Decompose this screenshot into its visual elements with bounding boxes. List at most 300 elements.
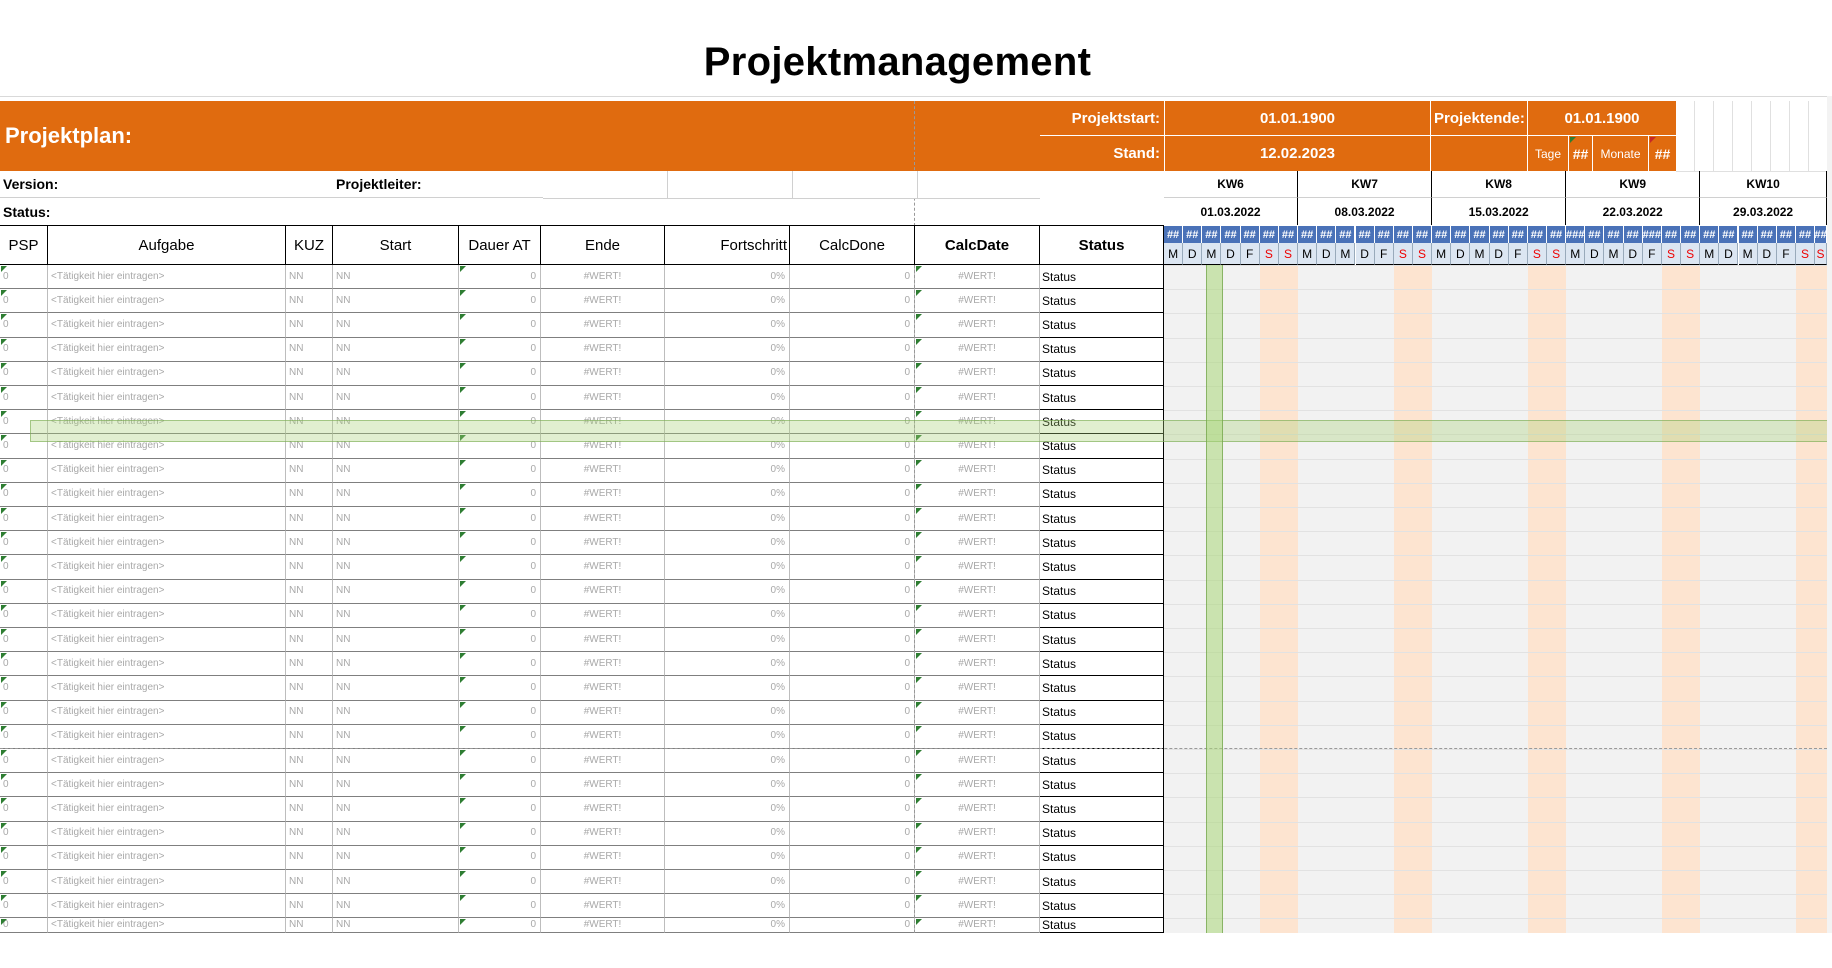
cell-status[interactable]: Status [1040, 870, 1164, 894]
cell-aufgabe[interactable]: <Tätigkeit hier eintragen> [48, 580, 286, 604]
cell-kuz[interactable]: NN [286, 555, 333, 579]
cell-fortschritt[interactable]: 0% [665, 894, 790, 918]
cell-aufgabe[interactable]: <Tätigkeit hier eintragen> [48, 628, 286, 652]
cell-start[interactable]: NN [333, 483, 459, 507]
cell-psp[interactable]: 0 [0, 749, 48, 773]
cell-calcdate[interactable]: #WERT! [915, 797, 1040, 821]
cell-calcdone[interactable]: 0 [790, 459, 915, 483]
cell-aufgabe[interactable]: <Tätigkeit hier eintragen> [48, 265, 286, 289]
cell-psp[interactable]: 0 [0, 870, 48, 894]
cell-start[interactable]: NN [333, 628, 459, 652]
col-psp[interactable]: PSP [0, 226, 48, 265]
cell-calcdate[interactable]: #WERT! [915, 289, 1040, 313]
cell-start[interactable]: NN [333, 459, 459, 483]
cell-fortschritt[interactable]: 0% [665, 870, 790, 894]
cell-dauer[interactable]: 0 [459, 313, 541, 337]
cell-status[interactable]: Status [1040, 894, 1164, 918]
cell-dauer[interactable]: 0 [459, 918, 541, 933]
cell-aufgabe[interactable]: <Tätigkeit hier eintragen> [48, 604, 286, 628]
cell-ende[interactable]: #WERT! [541, 459, 665, 483]
table-row[interactable] [0, 265, 1164, 289]
cell-calcdone[interactable]: 0 [790, 410, 915, 434]
cell-status[interactable]: Status [1040, 459, 1164, 483]
table-row[interactable] [0, 604, 1164, 628]
cell-ende[interactable]: #WERT! [541, 338, 665, 362]
cell-ende[interactable]: #WERT! [541, 918, 665, 933]
cell-fortschritt[interactable]: 0% [665, 604, 790, 628]
cell-fortschritt[interactable]: 0% [665, 386, 790, 410]
table-row[interactable] [0, 313, 1164, 337]
cell-fortschritt[interactable]: 0% [665, 483, 790, 507]
cell-psp[interactable]: 0 [0, 773, 48, 797]
cell-calcdate[interactable]: #WERT! [915, 265, 1040, 289]
cell-aufgabe[interactable]: <Tätigkeit hier eintragen> [48, 652, 286, 676]
cell-fortschritt[interactable]: 0% [665, 580, 790, 604]
cell-ende[interactable]: #WERT! [541, 797, 665, 821]
cell-psp[interactable]: 0 [0, 289, 48, 313]
cell-calcdone[interactable]: 0 [790, 531, 915, 555]
projektende-value[interactable]: 01.01.1900 [1528, 101, 1676, 136]
cell-kuz[interactable]: NN [286, 580, 333, 604]
cell-ende[interactable]: #WERT! [541, 483, 665, 507]
cell-calcdate[interactable]: #WERT! [915, 725, 1040, 749]
cell-calcdone[interactable]: 0 [790, 628, 915, 652]
cell-calcdone[interactable]: 0 [790, 362, 915, 386]
cell-dauer[interactable]: 0 [459, 483, 541, 507]
cell-status[interactable]: Status [1040, 822, 1164, 846]
cell-status[interactable]: Status [1040, 628, 1164, 652]
cell-calcdone[interactable]: 0 [790, 773, 915, 797]
cell-psp[interactable]: 0 [0, 797, 48, 821]
cell-kuz[interactable]: NN [286, 434, 333, 458]
cell-dauer[interactable]: 0 [459, 725, 541, 749]
cell-psp[interactable]: 0 [0, 555, 48, 579]
cell-psp[interactable]: 0 [0, 483, 48, 507]
cell-calcdate[interactable]: #WERT! [915, 410, 1040, 434]
cell-dauer[interactable]: 0 [459, 434, 541, 458]
cell-ende[interactable]: #WERT! [541, 749, 665, 773]
cell-calcdate[interactable]: #WERT! [915, 313, 1040, 337]
cell-calcdate[interactable]: #WERT! [915, 894, 1040, 918]
cell-calcdone[interactable]: 0 [790, 338, 915, 362]
cell-aufgabe[interactable]: <Tätigkeit hier eintragen> [48, 822, 286, 846]
cell-fortschritt[interactable]: 0% [665, 313, 790, 337]
cell-kuz[interactable]: NN [286, 628, 333, 652]
cell-dauer[interactable]: 0 [459, 628, 541, 652]
cell-calcdate[interactable]: #WERT! [915, 604, 1040, 628]
table-row[interactable] [0, 459, 1164, 483]
cell-kuz[interactable]: NN [286, 894, 333, 918]
cell-calcdone[interactable]: 0 [790, 386, 915, 410]
cell-aufgabe[interactable]: <Tätigkeit hier eintragen> [48, 701, 286, 725]
cell-dauer[interactable]: 0 [459, 386, 541, 410]
cell-calcdone[interactable]: 0 [790, 725, 915, 749]
cell-fortschritt[interactable]: 0% [665, 531, 790, 555]
cell-calcdate[interactable]: #WERT! [915, 507, 1040, 531]
cell-ende[interactable]: #WERT! [541, 386, 665, 410]
cell-start[interactable]: NN [333, 870, 459, 894]
cell-calcdone[interactable]: 0 [790, 676, 915, 700]
cell-calcdone[interactable]: 0 [790, 797, 915, 821]
cell-aufgabe[interactable]: <Tätigkeit hier eintragen> [48, 459, 286, 483]
cell-start[interactable]: NN [333, 918, 459, 933]
table-row[interactable] [0, 580, 1164, 604]
cell-ende[interactable]: #WERT! [541, 604, 665, 628]
cell-kuz[interactable]: NN [286, 265, 333, 289]
table-row[interactable] [0, 701, 1164, 725]
cell-status[interactable]: Status [1040, 289, 1164, 313]
col-ende[interactable]: Ende [541, 226, 665, 265]
cell-kuz[interactable]: NN [286, 676, 333, 700]
cell-kuz[interactable]: NN [286, 338, 333, 362]
cell-kuz[interactable]: NN [286, 870, 333, 894]
table-row[interactable] [0, 386, 1164, 410]
cell-status[interactable]: Status [1040, 555, 1164, 579]
table-row[interactable] [0, 894, 1164, 918]
col-calcdone[interactable]: CalcDone [790, 226, 915, 265]
cell-dauer[interactable]: 0 [459, 604, 541, 628]
cell-status[interactable]: Status [1040, 846, 1164, 870]
table-row[interactable] [0, 870, 1164, 894]
cell-psp[interactable]: 0 [0, 701, 48, 725]
table-row[interactable] [0, 483, 1164, 507]
cell-ende[interactable]: #WERT! [541, 362, 665, 386]
cell-calcdate[interactable]: #WERT! [915, 555, 1040, 579]
cell-calcdone[interactable]: 0 [790, 918, 915, 933]
cell-ende[interactable]: #WERT! [541, 434, 665, 458]
cell-dauer[interactable]: 0 [459, 797, 541, 821]
cell-aufgabe[interactable]: <Tätigkeit hier eintragen> [48, 338, 286, 362]
cell-start[interactable]: NN [333, 773, 459, 797]
cell-calcdone[interactable]: 0 [790, 313, 915, 337]
cell-fortschritt[interactable]: 0% [665, 725, 790, 749]
cell-start[interactable]: NN [333, 894, 459, 918]
cell-calcdate[interactable]: #WERT! [915, 870, 1040, 894]
cell-psp[interactable]: 0 [0, 338, 48, 362]
cell-ende[interactable]: #WERT! [541, 628, 665, 652]
cell-calcdone[interactable]: 0 [790, 580, 915, 604]
table-row[interactable] [0, 797, 1164, 821]
cell-psp[interactable]: 0 [0, 386, 48, 410]
col-fortschritt[interactable]: Fortschritt [665, 226, 790, 265]
cell-start[interactable]: NN [333, 701, 459, 725]
cell-dauer[interactable]: 0 [459, 749, 541, 773]
cell-ende[interactable]: #WERT! [541, 822, 665, 846]
cell-kuz[interactable]: NN [286, 701, 333, 725]
cell-fortschritt[interactable]: 0% [665, 507, 790, 531]
cell-ende[interactable]: #WERT! [541, 725, 665, 749]
cell-status[interactable]: Status [1040, 410, 1164, 434]
cell-dauer[interactable]: 0 [459, 410, 541, 434]
cell-calcdate[interactable]: #WERT! [915, 773, 1040, 797]
table-row[interactable] [0, 628, 1164, 652]
col-kuz[interactable]: KUZ [286, 226, 333, 265]
cell-fortschritt[interactable]: 0% [665, 628, 790, 652]
cell-psp[interactable]: 0 [0, 894, 48, 918]
cell-ende[interactable]: #WERT! [541, 652, 665, 676]
table-row[interactable] [0, 749, 1164, 773]
cell-dauer[interactable]: 0 [459, 846, 541, 870]
cell-aufgabe[interactable]: <Tätigkeit hier eintragen> [48, 894, 286, 918]
table-row[interactable] [0, 725, 1164, 749]
cell-status[interactable]: Status [1040, 725, 1164, 749]
cell-psp[interactable]: 0 [0, 580, 48, 604]
table-row[interactable] [0, 846, 1164, 870]
table-row[interactable] [0, 362, 1164, 386]
cell-calcdone[interactable]: 0 [790, 555, 915, 579]
cell-fortschritt[interactable]: 0% [665, 459, 790, 483]
cell-kuz[interactable]: NN [286, 749, 333, 773]
cell-kuz[interactable]: NN [286, 773, 333, 797]
cell-kuz[interactable]: NN [286, 483, 333, 507]
cell-psp[interactable]: 0 [0, 652, 48, 676]
cell-psp[interactable]: 0 [0, 434, 48, 458]
col-aufgabe[interactable]: Aufgabe [48, 226, 286, 265]
cell-fortschritt[interactable]: 0% [665, 749, 790, 773]
cell-ende[interactable]: #WERT! [541, 313, 665, 337]
col-status[interactable]: Status [1040, 226, 1164, 265]
cell-status[interactable]: Status [1040, 604, 1164, 628]
cell-calcdone[interactable]: 0 [790, 652, 915, 676]
table-row[interactable] [0, 531, 1164, 555]
cell-start[interactable]: NN [333, 531, 459, 555]
cell-aufgabe[interactable]: <Tätigkeit hier eintragen> [48, 289, 286, 313]
cell-start[interactable]: NN [333, 313, 459, 337]
cell-ende[interactable]: #WERT! [541, 870, 665, 894]
cell-calcdate[interactable]: #WERT! [915, 362, 1040, 386]
cell-calcdate[interactable]: #WERT! [915, 531, 1040, 555]
cell-kuz[interactable]: NN [286, 362, 333, 386]
cell-kuz[interactable]: NN [286, 507, 333, 531]
col-start[interactable]: Start [333, 226, 459, 265]
cell-aufgabe[interactable]: <Tätigkeit hier eintragen> [48, 846, 286, 870]
cell-psp[interactable]: 0 [0, 313, 48, 337]
cell-start[interactable]: NN [333, 749, 459, 773]
cell-status[interactable]: Status [1040, 580, 1164, 604]
cell-status[interactable]: Status [1040, 773, 1164, 797]
cell-fortschritt[interactable]: 0% [665, 555, 790, 579]
cell-psp[interactable]: 0 [0, 265, 48, 289]
cell-kuz[interactable]: NN [286, 797, 333, 821]
cell-dauer[interactable]: 0 [459, 894, 541, 918]
cell-status[interactable]: Status [1040, 483, 1164, 507]
cell-fortschritt[interactable]: 0% [665, 918, 790, 933]
cell-dauer[interactable]: 0 [459, 652, 541, 676]
cell-kuz[interactable]: NN [286, 313, 333, 337]
col-calcdate[interactable]: CalcDate [915, 226, 1040, 265]
cell-fortschritt[interactable]: 0% [665, 338, 790, 362]
table-row[interactable] [0, 822, 1164, 846]
cell-calcdone[interactable]: 0 [790, 749, 915, 773]
cell-calcdate[interactable]: #WERT! [915, 652, 1040, 676]
cell-kuz[interactable]: NN [286, 725, 333, 749]
cell-kuz[interactable]: NN [286, 531, 333, 555]
cell-ende[interactable]: #WERT! [541, 773, 665, 797]
cell-aufgabe[interactable]: <Tätigkeit hier eintragen> [48, 507, 286, 531]
cell-calcdate[interactable]: #WERT! [915, 338, 1040, 362]
table-row[interactable] [0, 652, 1164, 676]
cell-psp[interactable]: 0 [0, 628, 48, 652]
cell-psp[interactable]: 0 [0, 822, 48, 846]
cell-kuz[interactable]: NN [286, 386, 333, 410]
cell-calcdate[interactable]: #WERT! [915, 483, 1040, 507]
cell-aufgabe[interactable]: <Tätigkeit hier eintragen> [48, 483, 286, 507]
table-row[interactable] [0, 918, 1164, 933]
cell-fortschritt[interactable]: 0% [665, 289, 790, 313]
cell-psp[interactable]: 0 [0, 676, 48, 700]
cell-dauer[interactable]: 0 [459, 676, 541, 700]
cell-kuz[interactable]: NN [286, 652, 333, 676]
cell-aufgabe[interactable]: <Tätigkeit hier eintragen> [48, 555, 286, 579]
cell-psp[interactable]: 0 [0, 531, 48, 555]
cell-status[interactable]: Status [1040, 507, 1164, 531]
cell-start[interactable]: NN [333, 362, 459, 386]
cell-calcdate[interactable]: #WERT! [915, 822, 1040, 846]
cell-dauer[interactable]: 0 [459, 507, 541, 531]
cell-kuz[interactable]: NN [286, 289, 333, 313]
cell-ende[interactable]: #WERT! [541, 289, 665, 313]
cell-psp[interactable]: 0 [0, 846, 48, 870]
table-row[interactable] [0, 773, 1164, 797]
cell-dauer[interactable]: 0 [459, 289, 541, 313]
cell-calcdone[interactable]: 0 [790, 894, 915, 918]
tage-value[interactable]: ## [1569, 136, 1593, 171]
cell-start[interactable]: NN [333, 434, 459, 458]
cell-calcdate[interactable]: #WERT! [915, 580, 1040, 604]
cell-calcdate[interactable]: #WERT! [915, 434, 1040, 458]
cell-calcdate[interactable]: #WERT! [915, 918, 1040, 933]
cell-calcdate[interactable]: #WERT! [915, 701, 1040, 725]
cell-calcdone[interactable]: 0 [790, 265, 915, 289]
cell-fortschritt[interactable]: 0% [665, 846, 790, 870]
cell-aufgabe[interactable]: <Tätigkeit hier eintragen> [48, 870, 286, 894]
cell-start[interactable]: NN [333, 822, 459, 846]
cell-status[interactable]: Status [1040, 701, 1164, 725]
cell-fortschritt[interactable]: 0% [665, 822, 790, 846]
cell-status[interactable]: Status [1040, 918, 1164, 933]
cell-start[interactable]: NN [333, 555, 459, 579]
cell-dauer[interactable]: 0 [459, 580, 541, 604]
cell-status[interactable]: Status [1040, 338, 1164, 362]
cell-start[interactable]: NN [333, 265, 459, 289]
cell-kuz[interactable]: NN [286, 822, 333, 846]
table-row[interactable] [0, 507, 1164, 531]
cell-aufgabe[interactable]: <Tätigkeit hier eintragen> [48, 749, 286, 773]
cell-start[interactable]: NN [333, 580, 459, 604]
cell-fortschritt[interactable]: 0% [665, 652, 790, 676]
cell-start[interactable]: NN [333, 797, 459, 821]
cell-start[interactable]: NN [333, 676, 459, 700]
cell-aufgabe[interactable]: <Tätigkeit hier eintragen> [48, 676, 286, 700]
cell-fortschritt[interactable]: 0% [665, 773, 790, 797]
cell-ende[interactable]: #WERT! [541, 410, 665, 434]
cell-aufgabe[interactable]: <Tätigkeit hier eintragen> [48, 362, 286, 386]
cell-psp[interactable]: 0 [0, 725, 48, 749]
cell-ende[interactable]: #WERT! [541, 846, 665, 870]
cell-calcdone[interactable]: 0 [790, 870, 915, 894]
cell-status[interactable]: Status [1040, 749, 1164, 773]
table-row[interactable] [0, 338, 1164, 362]
col-dauer[interactable]: Dauer AT [459, 226, 541, 265]
cell-ende[interactable]: #WERT! [541, 265, 665, 289]
cell-aufgabe[interactable]: <Tätigkeit hier eintragen> [48, 797, 286, 821]
cell-fortschritt[interactable]: 0% [665, 701, 790, 725]
cell-dauer[interactable]: 0 [459, 701, 541, 725]
cell-status[interactable]: Status [1040, 797, 1164, 821]
cell-calcdate[interactable]: #WERT! [915, 459, 1040, 483]
cell-fortschritt[interactable]: 0% [665, 797, 790, 821]
cell-status[interactable]: Status [1040, 531, 1164, 555]
cell-calcdone[interactable]: 0 [790, 434, 915, 458]
cell-dauer[interactable]: 0 [459, 459, 541, 483]
cell-ende[interactable]: #WERT! [541, 580, 665, 604]
table-row[interactable] [0, 289, 1164, 313]
cell-status[interactable]: Status [1040, 676, 1164, 700]
projektstart-value[interactable]: 01.01.1900 [1165, 101, 1431, 136]
cell-psp[interactable]: 0 [0, 459, 48, 483]
cell-ende[interactable]: #WERT! [541, 555, 665, 579]
cell-status[interactable]: Status [1040, 265, 1164, 289]
cell-aufgabe[interactable]: <Tätigkeit hier eintragen> [48, 725, 286, 749]
stand-value[interactable]: 12.02.2023 [1165, 136, 1431, 171]
cell-ende[interactable]: #WERT! [541, 531, 665, 555]
cell-kuz[interactable]: NN [286, 846, 333, 870]
cell-fortschritt[interactable]: 0% [665, 265, 790, 289]
cell-calcdone[interactable]: 0 [790, 604, 915, 628]
cell-start[interactable]: NN [333, 725, 459, 749]
cell-ende[interactable]: #WERT! [541, 507, 665, 531]
cell-aufgabe[interactable]: <Tätigkeit hier eintragen> [48, 531, 286, 555]
cell-psp[interactable]: 0 [0, 362, 48, 386]
cell-dauer[interactable]: 0 [459, 531, 541, 555]
cell-start[interactable]: NN [333, 386, 459, 410]
cell-aufgabe[interactable]: <Tätigkeit hier eintragen> [48, 313, 286, 337]
cell-status[interactable]: Status [1040, 362, 1164, 386]
cell-aufgabe[interactable]: <Tätigkeit hier eintragen> [48, 773, 286, 797]
cell-dauer[interactable]: 0 [459, 362, 541, 386]
cell-start[interactable]: NN [333, 507, 459, 531]
monate-value[interactable]: ## [1649, 136, 1676, 171]
cell-status[interactable]: Status [1040, 313, 1164, 337]
cell-start[interactable]: NN [333, 289, 459, 313]
cell-psp[interactable]: 0 [0, 604, 48, 628]
cell-calcdone[interactable]: 0 [790, 701, 915, 725]
cell-psp[interactable]: 0 [0, 410, 48, 434]
cell-start[interactable]: NN [333, 846, 459, 870]
cell-dauer[interactable]: 0 [459, 822, 541, 846]
cell-start[interactable]: NN [333, 604, 459, 628]
cell-calcdone[interactable]: 0 [790, 483, 915, 507]
cell-psp[interactable]: 0 [0, 507, 48, 531]
cell-kuz[interactable]: NN [286, 459, 333, 483]
table-row[interactable] [0, 676, 1164, 700]
cell-aufgabe[interactable]: <Tätigkeit hier eintragen> [48, 410, 286, 434]
cell-calcdate[interactable]: #WERT! [915, 628, 1040, 652]
cell-status[interactable]: Status [1040, 386, 1164, 410]
cell-dauer[interactable]: 0 [459, 870, 541, 894]
cell-start[interactable]: NN [333, 410, 459, 434]
cell-dauer[interactable]: 0 [459, 338, 541, 362]
cell-status[interactable]: Status [1040, 434, 1164, 458]
cell-calcdate[interactable]: #WERT! [915, 676, 1040, 700]
cell-dauer[interactable]: 0 [459, 773, 541, 797]
cell-calcdone[interactable]: 0 [790, 289, 915, 313]
cell-fortschritt[interactable]: 0% [665, 362, 790, 386]
cell-aufgabe[interactable]: <Tätigkeit hier eintragen> [48, 386, 286, 410]
cell-calcdate[interactable]: #WERT! [915, 386, 1040, 410]
cell-kuz[interactable]: NN [286, 410, 333, 434]
cell-start[interactable]: NN [333, 338, 459, 362]
